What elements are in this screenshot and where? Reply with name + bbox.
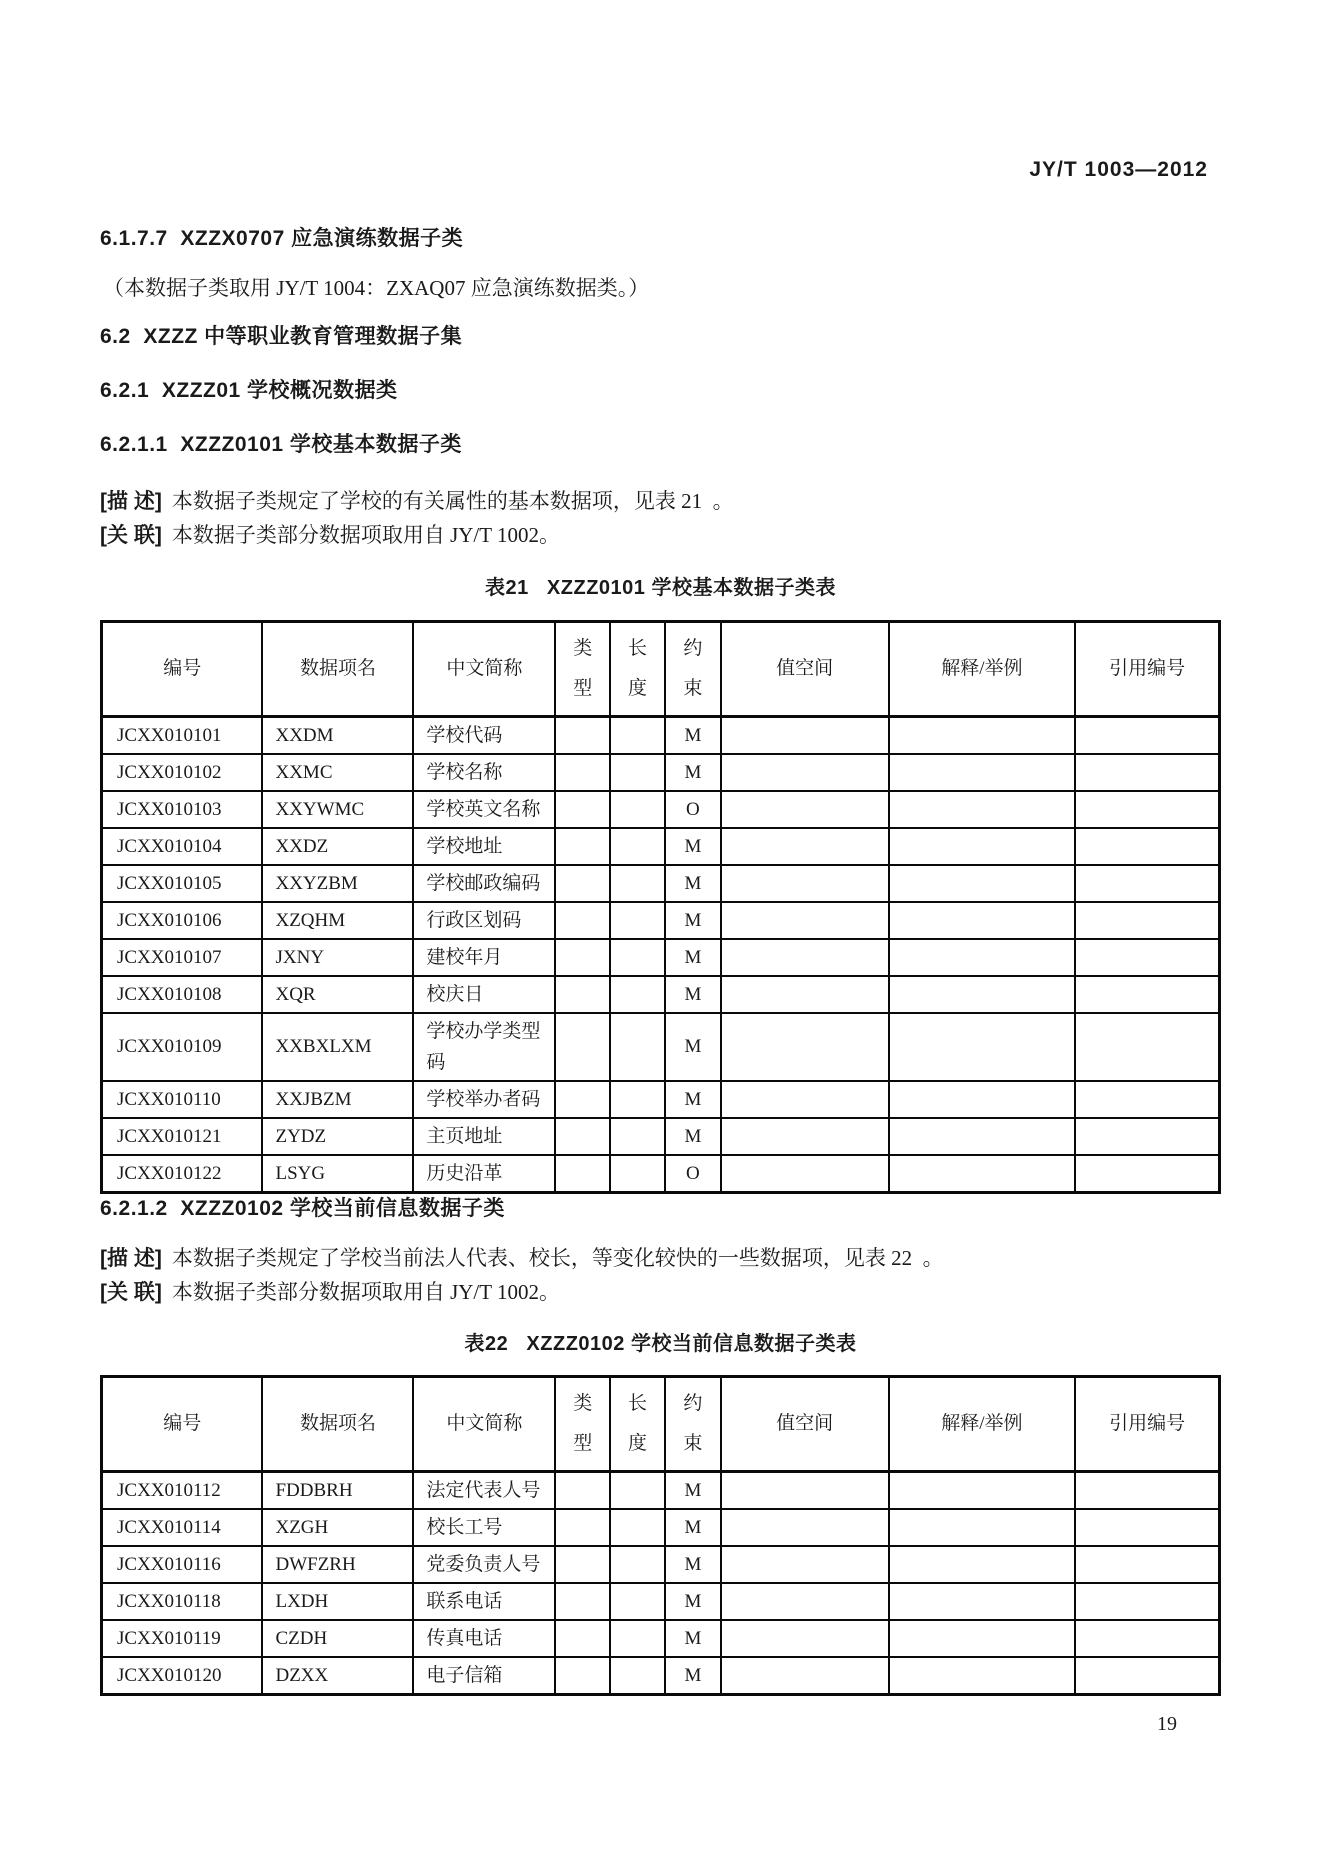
column-header: 引用编号 <box>1075 622 1219 717</box>
cell-constraint: M <box>665 1081 721 1118</box>
cell-data-item-name: XXBXLXM <box>262 1013 413 1081</box>
cell-cn-name: 学校办学类型码 <box>413 1013 555 1081</box>
cell-type <box>555 1118 610 1155</box>
cell-length <box>610 902 665 939</box>
column-header: 引用编号 <box>1075 1377 1219 1472</box>
cell-value-space <box>721 1081 889 1118</box>
cell-type <box>555 1620 610 1657</box>
cell-data-item-name: XXYWMC <box>262 791 413 828</box>
cell-id: JCXX010122 <box>102 1155 263 1193</box>
table-row <box>102 1013 1220 1081</box>
cell-ref-number <box>1075 939 1219 976</box>
table-row <box>102 717 1220 755</box>
column-header: 编号 <box>102 1377 263 1472</box>
cell-data-item-name: XXMC <box>262 754 413 791</box>
cell-ref-number <box>1075 976 1219 1013</box>
cell-cn-name: 学校邮政编码 <box>413 865 555 902</box>
cell-id: JCXX010120 <box>102 1657 263 1695</box>
description-text: 本数据子类规定了学校当前法人代表、校长，等变化较快的一些数据项，见表 22 。 <box>171 1246 944 1270</box>
cell-length <box>610 1472 665 1510</box>
cell-data-item-name: ZYDZ <box>262 1118 413 1155</box>
cell-cn-name: 学校英文名称 <box>413 791 555 828</box>
cell-length <box>610 865 665 902</box>
cell-explanation <box>889 1472 1076 1510</box>
cell-id: JCXX010119 <box>102 1620 263 1657</box>
cell-value-space <box>721 717 889 755</box>
table-header-row <box>102 1377 1220 1472</box>
cell-data-item-name: XXDM <box>262 717 413 755</box>
cell-length <box>610 1657 665 1695</box>
cell-value-space <box>721 1620 889 1657</box>
cell-data-item-name: XXYZBM <box>262 865 413 902</box>
cell-id: JCXX010108 <box>102 976 263 1013</box>
cell-cn-name: 联系电话 <box>413 1583 555 1620</box>
cell-ref-number <box>1075 1118 1219 1155</box>
table-row <box>102 939 1220 976</box>
table-row <box>102 1472 1220 1510</box>
table-22-school-current-info <box>100 1375 1221 1696</box>
cell-explanation <box>889 1657 1076 1695</box>
column-header: 编号 <box>102 622 263 717</box>
cell-constraint: M <box>665 1472 721 1510</box>
cell-ref-number <box>1075 754 1219 791</box>
section-heading-6212: 6.2.1.2 XZZZ0102 学校当前信息数据子类 <box>100 1197 505 1220</box>
relation-text: 本数据子类部分数据项取用自 JY/T 1002。 <box>171 1280 560 1304</box>
table-row <box>102 1546 1220 1583</box>
cell-id: JCXX010101 <box>102 717 263 755</box>
cell-ref-number <box>1075 828 1219 865</box>
cell-constraint: M <box>665 865 721 902</box>
column-header: 类 型 <box>555 622 610 717</box>
cell-explanation <box>889 1509 1076 1546</box>
table22-caption: 表22 XZZZ0102 学校当前信息数据子类表 <box>464 1333 857 1355</box>
column-header: 中文简称 <box>413 1377 555 1472</box>
cell-cn-name: 学校代码 <box>413 717 555 755</box>
cell-id: JCXX010116 <box>102 1546 263 1583</box>
section-heading-6177: 6.1.7.7 XZZX0707 应急演练数据子类 <box>100 227 464 250</box>
cell-length <box>610 717 665 755</box>
column-header: 约 束 <box>665 1377 721 1472</box>
cell-data-item-name: XXDZ <box>262 828 413 865</box>
cell-type <box>555 902 610 939</box>
cell-ref-number <box>1075 717 1219 755</box>
cell-ref-number <box>1075 1155 1219 1193</box>
cell-explanation <box>889 1620 1076 1657</box>
cell-data-item-name: DZXX <box>262 1657 413 1695</box>
cell-cn-name: 校庆日 <box>413 976 555 1013</box>
cell-type <box>555 1155 610 1193</box>
description-label: [描 述] <box>100 490 162 513</box>
cell-cn-name: 传真电话 <box>413 1620 555 1657</box>
cell-type <box>555 1472 610 1510</box>
cell-cn-name: 学校举办者码 <box>413 1081 555 1118</box>
cell-cn-name: 主页地址 <box>413 1118 555 1155</box>
cell-type <box>555 1583 610 1620</box>
table-header-row <box>102 622 1220 717</box>
cell-ref-number <box>1075 1620 1219 1657</box>
cell-ref-number <box>1075 1472 1219 1510</box>
cell-explanation <box>889 828 1076 865</box>
cell-constraint: M <box>665 976 721 1013</box>
cell-id: JCXX010110 <box>102 1081 263 1118</box>
cell-length <box>610 828 665 865</box>
cell-constraint: M <box>665 939 721 976</box>
table-row <box>102 1081 1220 1118</box>
cell-data-item-name: LXDH <box>262 1583 413 1620</box>
cell-explanation <box>889 1081 1076 1118</box>
cell-type <box>555 939 610 976</box>
table-row <box>102 1620 1220 1657</box>
table-row <box>102 754 1220 791</box>
cell-length <box>610 1013 665 1081</box>
cell-type <box>555 1509 610 1546</box>
cell-length <box>610 791 665 828</box>
cell-data-item-name: XZGH <box>262 1509 413 1546</box>
cell-data-item-name: DWFZRH <box>262 1546 413 1583</box>
cell-value-space <box>721 828 889 865</box>
cell-id: JCXX010102 <box>102 754 263 791</box>
section-heading-6211: 6.2.1.1 XZZZ0101 学校基本数据子类 <box>100 433 462 456</box>
table-row <box>102 828 1220 865</box>
section-heading-62: 6.2 XZZZ 中等职业教育管理数据子集 <box>100 325 463 348</box>
column-header: 值空间 <box>721 622 889 717</box>
cell-value-space <box>721 1118 889 1155</box>
cell-type <box>555 1081 610 1118</box>
cell-ref-number <box>1075 1583 1219 1620</box>
cell-value-space <box>721 865 889 902</box>
cell-explanation <box>889 976 1076 1013</box>
cell-explanation <box>889 1546 1076 1583</box>
cell-constraint: M <box>665 828 721 865</box>
column-header: 解释/举例 <box>889 622 1076 717</box>
cell-id: JCXX010114 <box>102 1509 263 1546</box>
cell-cn-name: 学校名称 <box>413 754 555 791</box>
description-line <box>100 1242 944 1272</box>
cell-value-space <box>721 1657 889 1695</box>
cell-constraint: M <box>665 1620 721 1657</box>
cell-value-space <box>721 902 889 939</box>
cell-data-item-name: FDDBRH <box>262 1472 413 1510</box>
cell-explanation <box>889 754 1076 791</box>
cell-explanation <box>889 1583 1076 1620</box>
cell-data-item-name: XZQHM <box>262 902 413 939</box>
table-row <box>102 1657 1220 1695</box>
cell-constraint: M <box>665 754 721 791</box>
table21-caption: 表21 XZZZ0101 学校基本数据子类表 <box>485 577 836 599</box>
relation-line <box>100 519 560 549</box>
table-row <box>102 1583 1220 1620</box>
cell-value-space <box>721 1583 889 1620</box>
relation-label: [关 联] <box>100 1281 162 1304</box>
cell-constraint: O <box>665 791 721 828</box>
cell-type <box>555 754 610 791</box>
cell-data-item-name: JXNY <box>262 939 413 976</box>
cell-length <box>610 1583 665 1620</box>
cell-constraint: M <box>665 902 721 939</box>
cell-constraint: M <box>665 1509 721 1546</box>
cell-value-space <box>721 1546 889 1583</box>
cell-value-space <box>721 754 889 791</box>
cell-data-item-name: XXJBZM <box>262 1081 413 1118</box>
cell-data-item-name: LSYG <box>262 1155 413 1193</box>
cell-type <box>555 1546 610 1583</box>
cell-explanation <box>889 791 1076 828</box>
table-row <box>102 1155 1220 1193</box>
cell-ref-number <box>1075 902 1219 939</box>
cell-constraint: M <box>665 1546 721 1583</box>
table-row <box>102 865 1220 902</box>
column-header: 长 度 <box>610 1377 665 1472</box>
cell-explanation <box>889 717 1076 755</box>
cell-length <box>610 1081 665 1118</box>
cell-type <box>555 865 610 902</box>
cell-id: JCXX010103 <box>102 791 263 828</box>
cell-data-item-name: CZDH <box>262 1620 413 1657</box>
cell-type <box>555 1013 610 1081</box>
table-row <box>102 1118 1220 1155</box>
cell-id: JCXX010107 <box>102 939 263 976</box>
cell-ref-number <box>1075 1081 1219 1118</box>
column-header: 数据项名 <box>262 1377 413 1472</box>
cell-constraint: O <box>665 1155 721 1193</box>
document-code-header: JY/T 1003—2012 <box>1029 158 1208 181</box>
cell-length <box>610 754 665 791</box>
cell-length <box>610 1509 665 1546</box>
cell-ref-number <box>1075 1509 1219 1546</box>
cell-length <box>610 939 665 976</box>
description-label: [描 述] <box>100 1247 162 1270</box>
column-header: 长 度 <box>610 622 665 717</box>
cell-type <box>555 1657 610 1695</box>
relation-text: 本数据子类部分数据项取用自 JY/T 1002。 <box>171 523 560 547</box>
cell-value-space <box>721 1155 889 1193</box>
column-header: 数据项名 <box>262 622 413 717</box>
cell-ref-number <box>1075 1657 1219 1695</box>
column-header: 中文简称 <box>413 622 555 717</box>
relation-label: [关 联] <box>100 524 162 547</box>
column-header: 解释/举例 <box>889 1377 1076 1472</box>
cell-type <box>555 828 610 865</box>
description-line <box>100 485 734 515</box>
page-number: 19 <box>1157 1713 1177 1735</box>
cell-explanation <box>889 865 1076 902</box>
cell-length <box>610 1118 665 1155</box>
cell-id: JCXX010106 <box>102 902 263 939</box>
cell-explanation <box>889 939 1076 976</box>
cell-ref-number <box>1075 865 1219 902</box>
cell-id: JCXX010109 <box>102 1013 263 1081</box>
cell-length <box>610 1546 665 1583</box>
table-row <box>102 1509 1220 1546</box>
cell-value-space <box>721 976 889 1013</box>
column-header: 值空间 <box>721 1377 889 1472</box>
cell-constraint: M <box>665 1118 721 1155</box>
cell-id: JCXX010121 <box>102 1118 263 1155</box>
relation-line <box>100 1276 560 1306</box>
table-21-school-basic-data <box>100 620 1221 1194</box>
cell-type <box>555 976 610 1013</box>
cell-cn-name: 历史沿革 <box>413 1155 555 1193</box>
cell-length <box>610 1155 665 1193</box>
table-row <box>102 791 1220 828</box>
cell-value-space <box>721 939 889 976</box>
column-header: 约 束 <box>665 622 721 717</box>
cell-id: JCXX010112 <box>102 1472 263 1510</box>
section-note-6177: （本数据子类取用 JY/T 1004：ZXAQ07 应急演练数据类。） <box>103 276 650 300</box>
cell-constraint: M <box>665 1657 721 1695</box>
cell-constraint: M <box>665 1583 721 1620</box>
cell-cn-name: 校长工号 <box>413 1509 555 1546</box>
cell-id: JCXX010104 <box>102 828 263 865</box>
cell-cn-name: 学校地址 <box>413 828 555 865</box>
cell-constraint: M <box>665 717 721 755</box>
cell-explanation <box>889 902 1076 939</box>
cell-explanation <box>889 1118 1076 1155</box>
section-heading-621: 6.2.1 XZZZ01 学校概况数据类 <box>100 379 398 402</box>
cell-length <box>610 976 665 1013</box>
cell-cn-name: 行政区划码 <box>413 902 555 939</box>
cell-explanation <box>889 1013 1076 1081</box>
cell-cn-name: 党委负责人号 <box>413 1546 555 1583</box>
table-row <box>102 902 1220 939</box>
cell-id: JCXX010105 <box>102 865 263 902</box>
table-row <box>102 976 1220 1013</box>
cell-cn-name: 建校年月 <box>413 939 555 976</box>
cell-cn-name: 电子信箱 <box>413 1657 555 1695</box>
cell-ref-number <box>1075 1013 1219 1081</box>
cell-constraint: M <box>665 1013 721 1081</box>
cell-value-space <box>721 1509 889 1546</box>
description-text: 本数据子类规定了学校的有关属性的基本数据项，见表 21 。 <box>171 489 734 513</box>
cell-value-space <box>721 1472 889 1510</box>
column-header: 类 型 <box>555 1377 610 1472</box>
cell-id: JCXX010118 <box>102 1583 263 1620</box>
cell-cn-name: 法定代表人号 <box>413 1472 555 1510</box>
cell-type <box>555 791 610 828</box>
cell-type <box>555 717 610 755</box>
cell-ref-number <box>1075 791 1219 828</box>
cell-length <box>610 1620 665 1657</box>
cell-data-item-name: XQR <box>262 976 413 1013</box>
cell-value-space <box>721 791 889 828</box>
cell-explanation <box>889 1155 1076 1193</box>
cell-value-space <box>721 1013 889 1081</box>
cell-ref-number <box>1075 1546 1219 1583</box>
